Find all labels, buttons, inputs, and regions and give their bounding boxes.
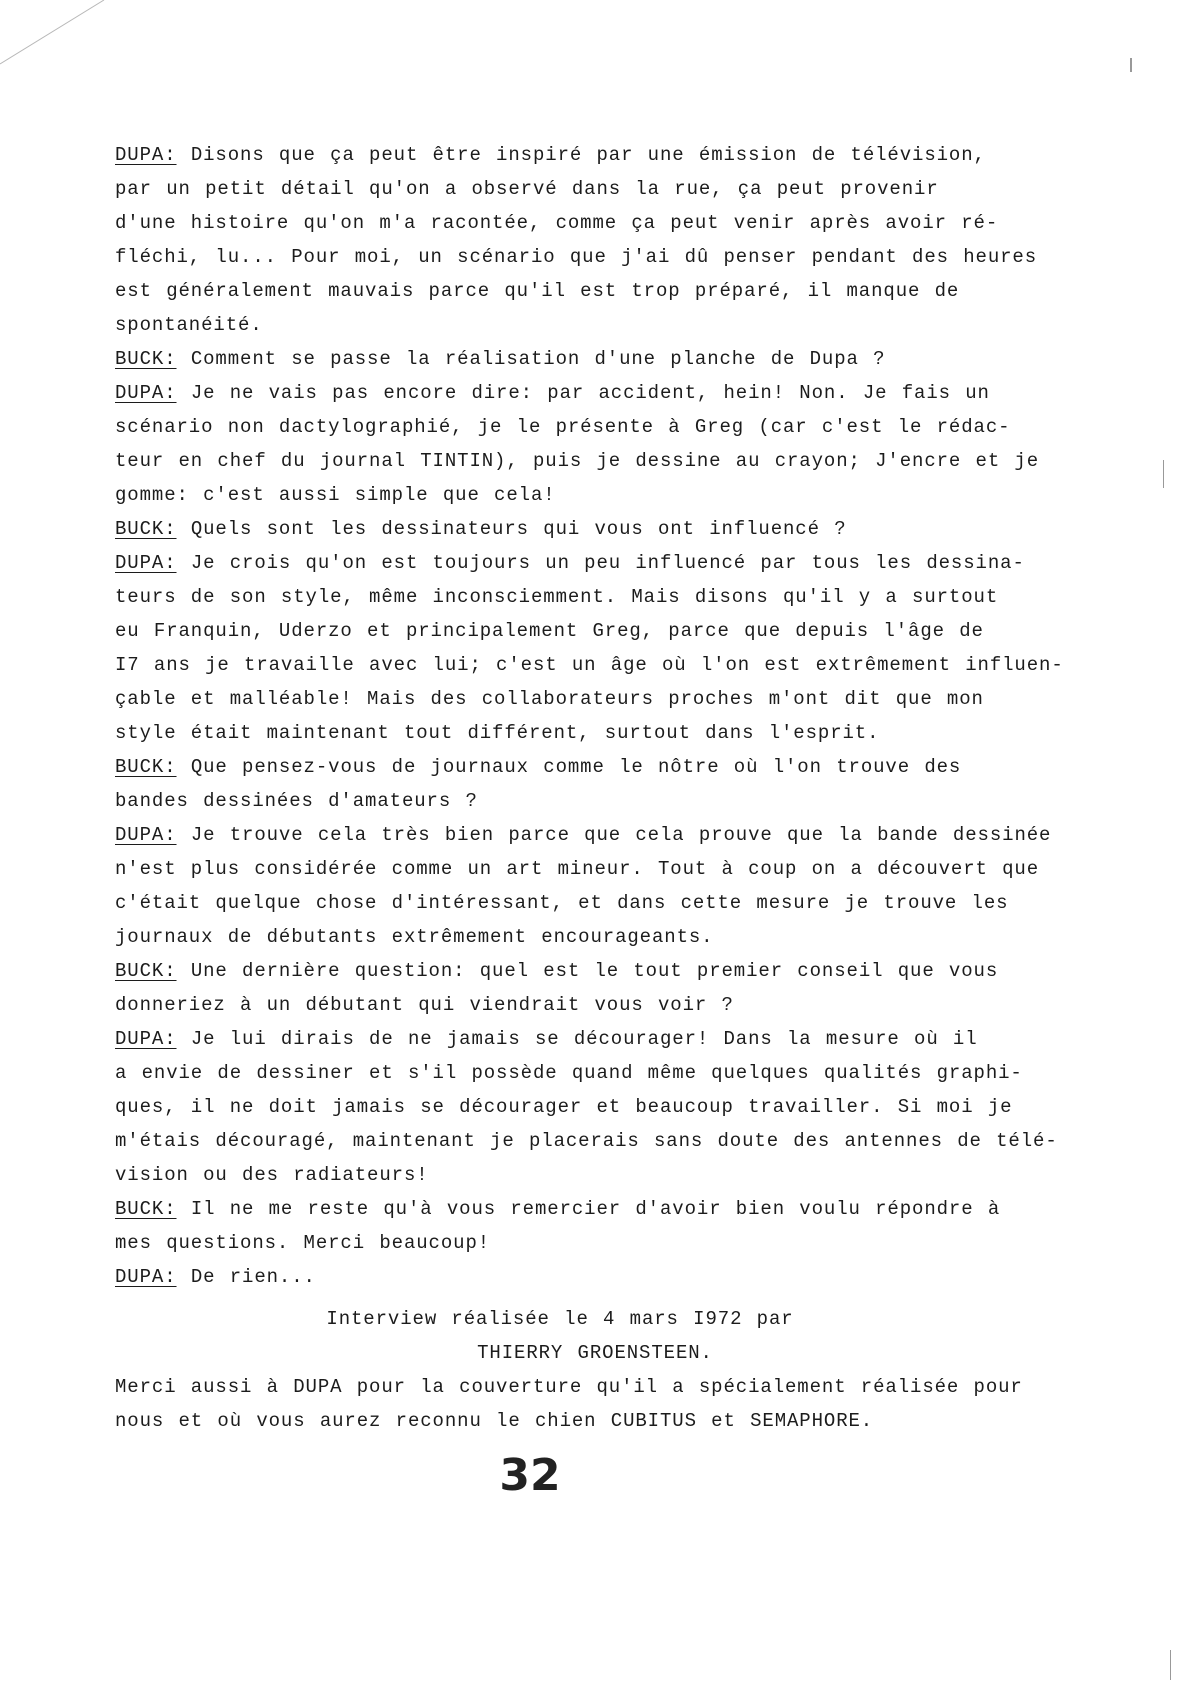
text-line — [115, 1260, 1045, 1294]
text-line — [115, 750, 1045, 784]
text-line — [115, 682, 1045, 716]
credit-line-1: Interview réalisée le 4 mars I972 par — [326, 1308, 794, 1330]
interview-text — [115, 138, 1064, 1438]
interview-lines — [115, 138, 1064, 1294]
speaker-label: DUPA: — [115, 1266, 177, 1288]
text-line — [115, 1192, 1045, 1226]
speaker-label: DUPA: — [115, 1028, 177, 1050]
line-text: teurs de son style, même inconsciemment. Mais disons qu'il y a surtout — [115, 586, 999, 608]
line-text: style était maintenant tout différent, surtout dans l'esprit. — [115, 722, 880, 744]
speaker-label: BUCK: — [115, 756, 177, 778]
margin-speck — [1170, 1650, 1171, 1680]
speaker-label: BUCK: — [115, 518, 177, 540]
line-text: vision ou des radiateurs! — [115, 1164, 429, 1186]
credit-line-2: THIERRY GROENSTEEN. — [477, 1342, 713, 1364]
text-line — [115, 1124, 1058, 1158]
text-line — [115, 852, 1045, 886]
line-text: n'est plus considérée comme un art mineur. Tout à coup on a découvert que — [115, 858, 1040, 880]
line-text: Je ne vais pas encore dire: par accident, hein! Non. Je fais un — [176, 382, 990, 404]
text-line — [115, 1056, 1045, 1090]
margin-speck — [1163, 460, 1164, 488]
line-text: fléchi, lu... Pour moi, un scénario que j'ai dû penser pendant des heures — [115, 246, 1038, 268]
line-text: Comment se passe la réalisation d'une planche de Dupa ? — [176, 348, 886, 370]
line-text: par un petit détail qu'on a observé dans la rue, ça peut provenir — [115, 178, 939, 200]
line-text: bandes dessinées d'amateurs ? — [115, 790, 478, 812]
line-text: Quels sont les dessinateurs qui vous ont influencé ? — [176, 518, 847, 540]
line-text: Une dernière question: quel est le tout premier conseil que vous — [176, 960, 999, 982]
line-text: d'une histoire qu'on m'a racontée, comme ça peut venir après avoir ré- — [115, 212, 999, 234]
thanks-line-1: Merci aussi à DUPA pour la couverture qu'il a spécialement réalisée pour — [115, 1376, 1023, 1398]
text-line — [115, 1090, 1045, 1124]
speaker-label: DUPA: — [115, 824, 177, 846]
text-line — [115, 274, 1045, 308]
line-text: Disons que ça peut être inspiré par une émission de télévision, — [176, 144, 986, 166]
text-line — [115, 1226, 1045, 1260]
text-line — [115, 308, 1045, 342]
line-text: ques, il ne doit jamais se décourager et beaucoup travailler. Si moi je — [115, 1096, 1013, 1118]
line-text: a envie de dessiner et s'il possède quand même quelques qualités graphi- — [115, 1062, 1023, 1084]
speaker-label: BUCK: — [115, 348, 177, 370]
text-line — [115, 376, 1045, 410]
text-line — [115, 954, 1045, 988]
text-line — [115, 478, 1045, 512]
margin-speck — [1130, 58, 1132, 72]
line-text: mes questions. Merci beaucoup! — [115, 1232, 491, 1254]
line-text: gomme: c'est aussi simple que cela! — [115, 484, 556, 506]
line-text: Que pensez-vous de journaux comme le nôtre où l'on trouve des — [176, 756, 962, 778]
line-text: Il ne me reste qu'à vous remercier d'avoir bien voulu répondre à — [176, 1198, 1001, 1220]
text-line — [115, 886, 1045, 920]
line-text: Je trouve cela très bien parce que cela prouve que la bande dessinée — [176, 824, 1052, 846]
speaker-label: DUPA: — [115, 552, 177, 574]
speaker-label: BUCK: — [115, 960, 177, 982]
text-line — [115, 342, 1045, 376]
text-line — [115, 784, 1045, 818]
text-line — [115, 818, 1052, 852]
text-line — [115, 444, 1045, 478]
text-line — [115, 206, 1045, 240]
text-line — [115, 614, 1045, 648]
line-text: çable et malléable! Mais des collaborateurs proches m'ont dit que mon — [115, 688, 984, 710]
page-number: 32 — [499, 1450, 561, 1501]
text-line — [115, 172, 1045, 206]
line-text: journaux de débutants extrêmement encourageants. — [115, 926, 714, 948]
text-line — [115, 240, 1045, 274]
text-line — [115, 920, 1045, 954]
line-text: teur en chef du journal TINTIN), puis je dessine au crayon; J'encre et je — [115, 450, 1040, 472]
text-line — [115, 716, 1045, 750]
page-corner-crease — [0, 0, 120, 70]
text-line — [115, 512, 1045, 546]
text-line — [115, 1158, 1045, 1192]
speaker-label: DUPA: — [115, 382, 177, 404]
text-line — [115, 1022, 1045, 1056]
text-line — [115, 988, 1045, 1022]
line-text: I7 ans je travaille avec lui; c'est un âge où l'on est extrêmement influen- — [115, 654, 1064, 676]
line-text: scénario non dactylographié, je le présente à Greg (car c'est le rédac- — [115, 416, 1011, 438]
text-line — [115, 648, 1064, 682]
text-line — [115, 138, 1045, 172]
line-text: c'était quelque chose d'intéressant, et dans cette mesure je trouve les — [115, 892, 1009, 914]
line-text: Je crois qu'on est toujours un peu influencé par tous les dessina- — [176, 552, 1025, 574]
line-text: m'étais découragé, maintenant je placerais sans doute des antennes de télé- — [115, 1130, 1058, 1152]
line-text: eu Franquin, Uderzo et principalement Greg, parce que depuis l'âge de — [115, 620, 984, 642]
line-text: est généralement mauvais parce qu'il est trop préparé, il manque de — [115, 280, 960, 302]
line-text: De rien... — [176, 1266, 316, 1288]
line-text: spontanéité. — [115, 314, 263, 336]
line-text: donneriez à un débutant qui viendrait vous voir ? — [115, 994, 734, 1016]
line-text: Je lui dirais de ne jamais se décourager! Dans la mesure où il — [176, 1028, 978, 1050]
text-line — [115, 546, 1045, 580]
thanks-line-2: nous et où vous aurez reconnu le chien CUBITUS et SEMAPHORE. — [115, 1410, 874, 1432]
text-line — [115, 410, 1045, 444]
speaker-label: DUPA: — [115, 144, 177, 166]
text-line — [115, 580, 1045, 614]
speaker-label: BUCK: — [115, 1198, 177, 1220]
